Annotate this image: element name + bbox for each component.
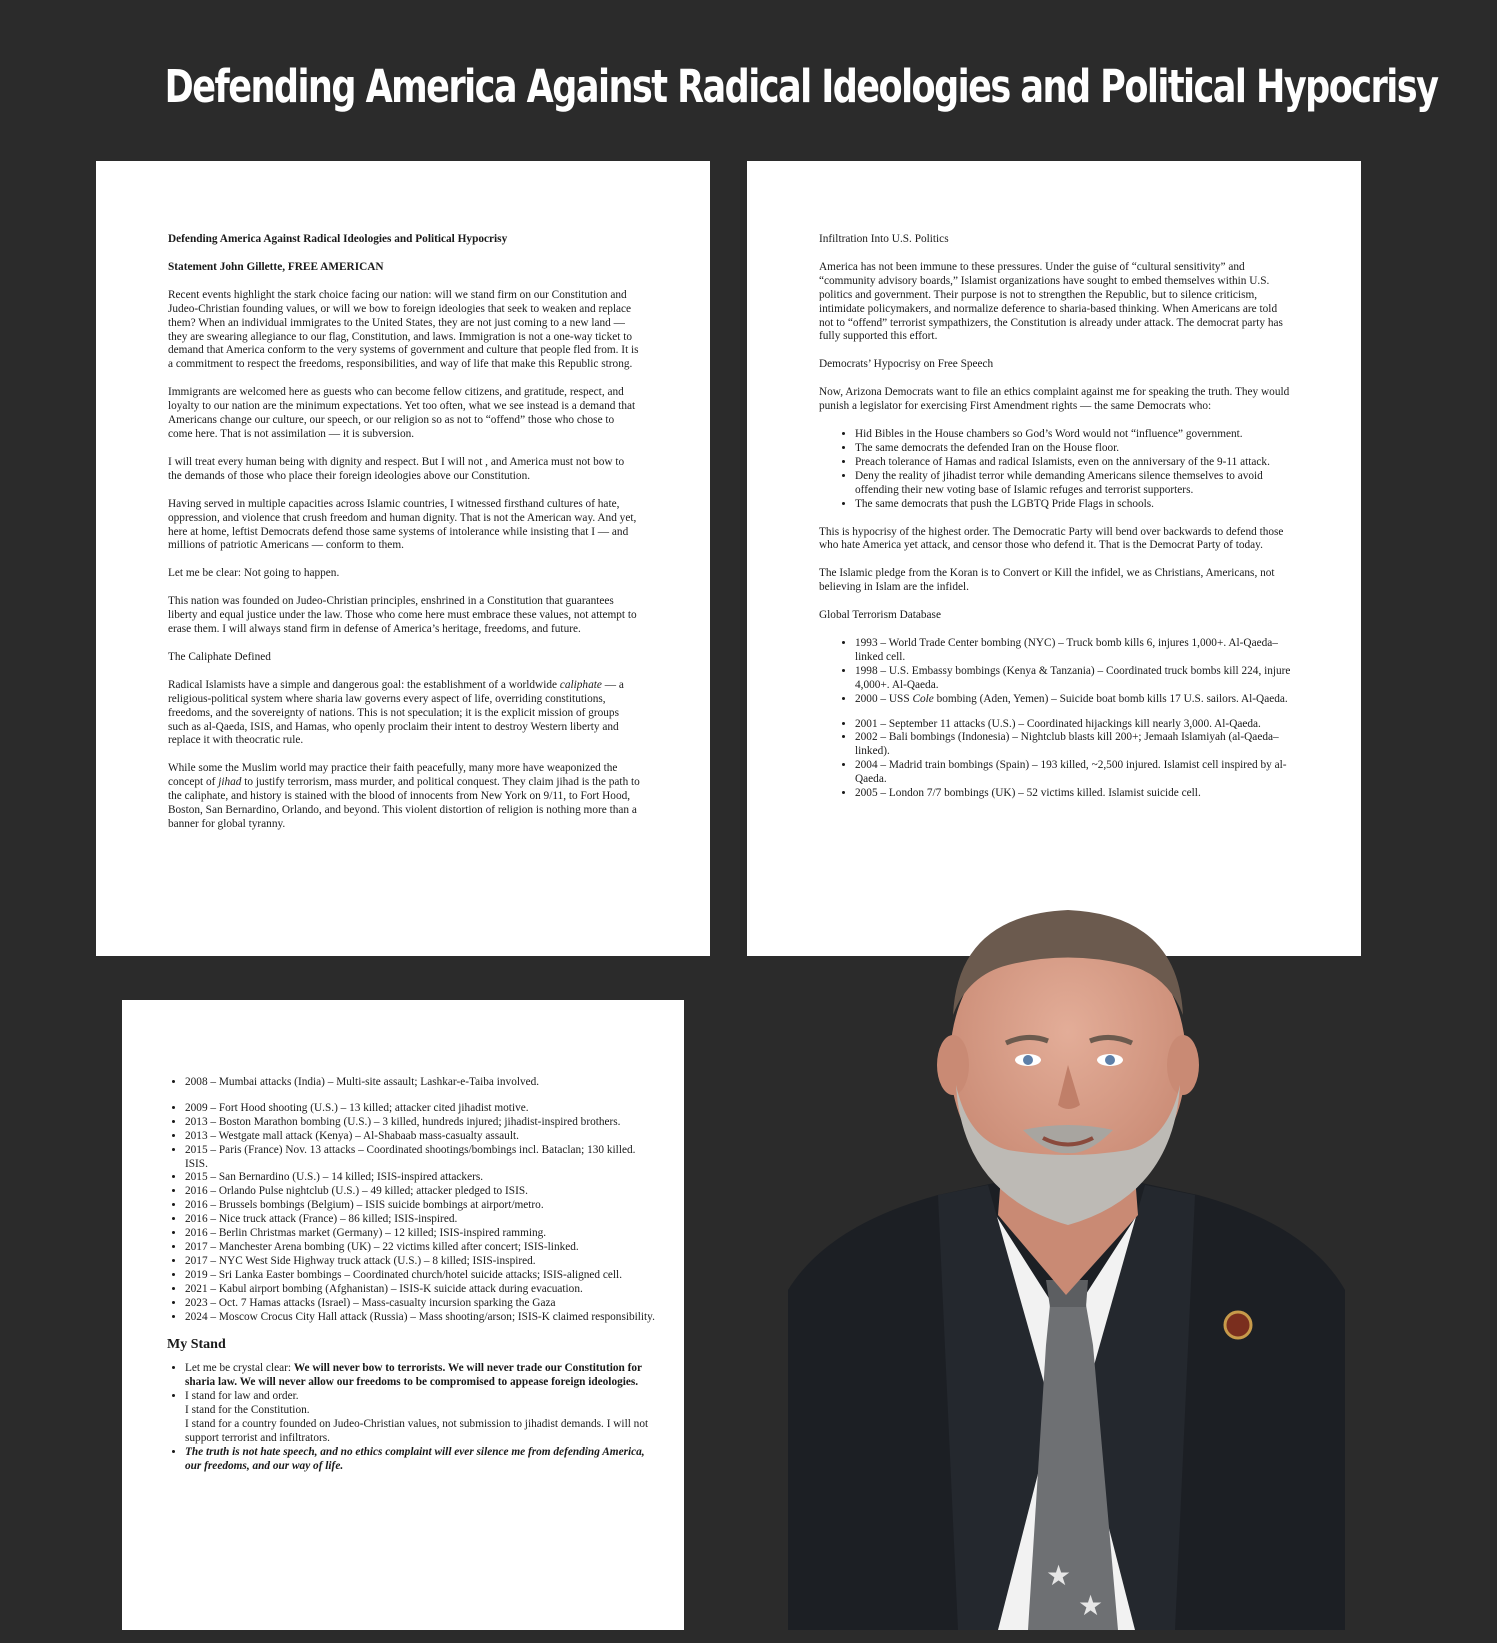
section-heading: The Caliphate Defined bbox=[168, 650, 271, 663]
list-item: • 2004 – Madrid train bombings (Spain) – 193 killed, ~2,500 injured. Islamist cell inspired by al-Qaeda. bbox=[855, 759, 1291, 787]
list-item: • 2021 – Kabul airport bombing (Afghanistan) – ISIS-K suicide attack during evacuation. bbox=[185, 1283, 656, 1297]
list-item: • The same democrats the defended Iran on the House floor. bbox=[855, 442, 1291, 456]
paragraph: The Islamic pledge from the Koran is to Convert or Kill the infidel, we as Christians, Americans, not believing in Islam are the infidel. bbox=[819, 567, 1275, 594]
list-item: • The same democrats that push the LGBTQ Pride Flags in schools. bbox=[855, 498, 1291, 512]
list-item: • 2013 – Boston Marathon bombing (U.S.) – 3 killed, hundreds injured; jihadist-inspired brothers. bbox=[185, 1116, 656, 1130]
list-item: • Let me be crystal clear: We will never bow to terrorists. We will never trade our Constitution for sharia law. We will never allow our freedoms to be compromised to appease foreign ideologies. bbox=[185, 1362, 656, 1390]
stand-list bbox=[167, 1362, 656, 1473]
list-item: • 2016 – Brussels bombings (Belgium) – ISIS suicide bombings at airport/metro. bbox=[185, 1199, 656, 1213]
paragraph: Recent events highlight the stark choice facing our nation: will we stand firm on our Constitution and Judeo-Christian founding values, or will we bow to foreign ideologies that seek to weaken and replace them? When an individual immigrates to the United States, they are not just coming to a new land — they are swearing allegiance to our flag, Constitution, and laws. Immigration is not a one-way ticket to demand that America conform to the very systems of government and culture that people fled from. It is a commitment to respect the freedoms, responsibilities, and way of life that make this Republic strong. bbox=[168, 288, 639, 371]
section-heading-my-stand: My Stand bbox=[167, 1337, 226, 1353]
terrorism-list-continued bbox=[167, 1102, 656, 1325]
terrorism-list bbox=[819, 637, 1291, 801]
list-item: • 2009 – Fort Hood shooting (U.S.) – 13 killed; attacker cited jihadist motive. bbox=[185, 1102, 656, 1116]
list-item: • I stand for law and order. I stand for the Constitution. I stand for a country founded on Judeo-Christian values, not submission to jihadist demands. I will not support terrorist and infiltrators. bbox=[185, 1390, 656, 1446]
list-item: • 2017 – Manchester Arena bombing (UK) – 22 victims killed after concert; ISIS-linked. bbox=[185, 1241, 656, 1255]
paragraph: Radical Islamists have a simple and dangerous goal: the establishment of a worldwide caliphate — a religious-political system where sharia law governs every aspect of life, overriding constitutions, freedoms, and the sovereignty of nations. This is not speculation; it is the explicit mission of groups such as al-Qaeda, ISIS, and Hamas, who openly proclaim their intent to destroy Western liberty and replace it with theocratic rule. bbox=[168, 678, 624, 747]
list-item: • 2015 – San Bernardino (U.S.) – 14 killed; ISIS-inspired attackers. bbox=[185, 1171, 656, 1185]
list-item: • 2008 – Mumbai attacks (India) – Multi-site assault; Lashkar-e-Taiba involved. bbox=[185, 1076, 656, 1090]
list-item: • 2016 – Nice truck attack (France) – 86 killed; ISIS-inspired. bbox=[185, 1213, 656, 1227]
paragraph: Let me be clear: Not going to happen. bbox=[168, 567, 340, 580]
list-item: • Preach tolerance of Hamas and radical Islamists, even on the anniversary of the 9-11 attack. bbox=[855, 456, 1291, 470]
list-item: • 2024 – Moscow Crocus City Hall attack (Russia) – Mass shooting/arson; ISIS-K claimed responsibility. bbox=[185, 1311, 656, 1325]
list-item: • 2023 – Oct. 7 Hamas attacks (Israel) – Mass-casualty incursion sparking the Gaza bbox=[185, 1297, 656, 1311]
section-heading: Infiltration Into U.S. Politics bbox=[819, 233, 949, 245]
section-heading: Democrats’ Hypocrisy on Free Speech bbox=[819, 358, 994, 371]
paragraph: Immigrants are welcomed here as guests who can become fellow citizens, and gratitude, respect, and loyalty to our nation are the minimum expectations. Yet too often, what we see instead is a demand that Americans change our culture, our speech, or our religion so as not to “offend” those who chose to come here. That is not assimilation — it is subversion. bbox=[168, 386, 636, 440]
document-page-3 bbox=[122, 1000, 684, 1630]
paragraph: Now, Arizona Democrats want to file an ethics complaint against me for speaking the truth. They would punish a legislator for exercising First Amendment rights — the same Democrats who: bbox=[819, 386, 1290, 413]
list-item: • The truth is not hate speech, and no ethics complaint will ever silence me from defending America, our freedoms, and our way of life. bbox=[185, 1446, 656, 1474]
list-item: • 2015 – Paris (France) Nov. 13 attacks – Coordinated shootings/bombings incl. Bataclan; 130 killed. ISIS. bbox=[185, 1144, 656, 1172]
list-item: • 2002 – Bali bombings (Indonesia) – Nightclub blasts kill 200+; Jemaah Islamiyah (al-Qaeda–linked). bbox=[855, 731, 1291, 759]
document-page-2 bbox=[747, 161, 1361, 956]
list-item: • 2005 – London 7/7 bombings (UK) – 52 victims killed. Islamist suicide cell. bbox=[855, 787, 1291, 801]
paragraph: I will treat every human being with dignity and respect. But I will not , and America must not bow to the demands of those who place their foreign ideologies above our Constitution. bbox=[168, 455, 625, 482]
section-heading: Global Terrorism Database bbox=[819, 609, 941, 622]
paragraph: While some the Muslim world may practice their faith peacefully, many more have weaponized the concept of jihad to justify terrorism, mass murder, and political conquest. They claim jihad is the path to the caliphate, and history is stained with the blood of innocents from New York on 9/11, to Fort Hood, Boston, San Bernardino, Orlando, and beyond. This violent distortion of religion is nothing more than a banner for global tyranny. bbox=[168, 762, 640, 830]
list-item: • Hid Bibles in the House chambers so God’s Word would not “influence” government. bbox=[855, 428, 1291, 442]
paragraph: This nation was founded on Judeo-Christian principles, enshrined in a Constitution that guarantees liberty and equal justice under the law. Those who come here must embrace these values, not attempt to erase them. I will always stand firm in defense of America’s heritage, freedoms, and future. bbox=[168, 595, 637, 636]
list-item: • 1993 – World Trade Center bombing (NYC) – Truck bomb kills 6, injures 1,000+. Al-Qaeda–linked cell. bbox=[855, 637, 1291, 665]
list-item: • 2017 – NYC West Side Highway truck attack (U.S.) – 8 killed; ISIS-inspired. bbox=[185, 1255, 656, 1269]
svg-text:★: ★ bbox=[1078, 1589, 1104, 1622]
svg-text:★: ★ bbox=[1046, 1559, 1072, 1592]
list-item: • 2016 – Orlando Pulse nightclub (U.S.) – 49 killed; attacker pledged to ISIS. bbox=[185, 1185, 656, 1199]
document-page-1 bbox=[96, 161, 710, 956]
list-item: • Deny the reality of jihadist terror while demanding Americans silence themselves to avoid offending their new voting base of Islamic refuges and terrorist supporters. bbox=[855, 470, 1291, 498]
list-item: • 2019 – Sri Lanka Easter bombings – Coordinated church/hotel suicide attacks; ISIS-aligned cell. bbox=[185, 1269, 656, 1283]
page-headline: Defending America Against Radical Ideologies and Political Hypocrisy bbox=[164, 60, 1438, 113]
list-item: • 2016 – Berlin Christmas market (Germany) – 12 killed; ISIS-inspired ramming. bbox=[185, 1227, 656, 1241]
hypocrisy-list bbox=[819, 428, 1291, 511]
paragraph: Having served in multiple capacities across Islamic countries, I witnessed firsthand cultures of hate, oppression, and violence that crush freedom and human dignity. That is not the American way. And yet, here at home, leftist Democrats defend those same systems of intolerance while insisting that I — and millions of patriotic Americans — conform to them. bbox=[168, 497, 637, 552]
list-item: • 2000 – USS Cole bombing (Aden, Yemen) – Suicide boat bomb kills 17 U.S. sailors. Al-Qaeda. bbox=[855, 693, 1291, 707]
portrait-icon bbox=[788, 895, 1345, 1630]
list-item: • 2001 – September 11 attacks (U.S.) – Coordinated hijackings kill nearly 3,000. Al-Qaeda. bbox=[855, 718, 1291, 732]
list-item: • 1998 – U.S. Embassy bombings (Kenya & Tanzania) – Coordinated truck bombs kill 224, injure 4,000+. Al-Qaeda. bbox=[855, 665, 1291, 693]
paragraph: This is hypocrisy of the highest order. The Democratic Party will bend over backwards to defend those who hate America yet attack, and censor those who defend it. That is the Democrat Party of today. bbox=[819, 525, 1284, 552]
terrorism-list-continued bbox=[167, 1076, 656, 1090]
document-title: Defending America Against Radical Ideologies and Political Hypocrisy bbox=[168, 233, 508, 245]
paragraph: America has not been immune to these pressures. Under the guise of “cultural sensitivity” and “community advisory boards,” Islamist organizations have sought to embed themselves within U.S. politics and government. Their purpose is not to strengthen the Republic, but to silence criticism, intimidate policymakers, and normalize deference to sharia-based thinking. When Americans are told not to “offend” terrorist sympathizers, the Constitution is already under attack. The democrat party has fully supported this effort. bbox=[819, 260, 1283, 343]
document-byline: Statement John Gillette, FREE AMERICAN bbox=[168, 260, 384, 273]
portrait-photo bbox=[788, 895, 1345, 1630]
list-item: • 2013 – Westgate mall attack (Kenya) – Al-Shabaab mass-casualty assault. bbox=[185, 1130, 656, 1144]
